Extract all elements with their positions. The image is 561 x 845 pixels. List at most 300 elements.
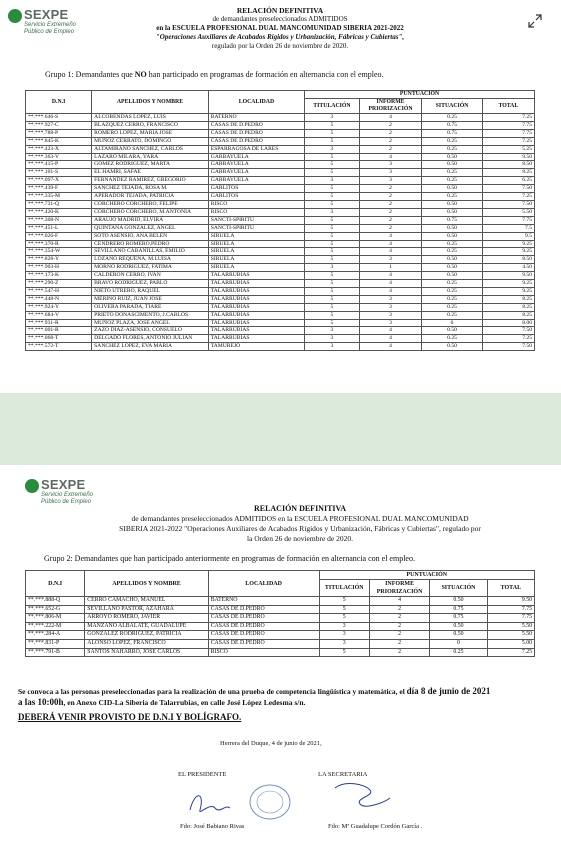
table-row bbox=[26, 145, 535, 153]
table-cell: SANCTI-SPIRITU bbox=[208, 216, 304, 224]
table-cell: 7.5 bbox=[482, 224, 534, 232]
page-divider bbox=[0, 393, 561, 465]
table-cell: 7.50 bbox=[482, 200, 534, 208]
table-cell: ALTAMIRANO SANCHEZ, CARLOS bbox=[92, 145, 209, 153]
table-cell: 9.25 bbox=[482, 280, 534, 288]
table-cell: TALARRUBIAS bbox=[208, 335, 304, 343]
table-cell: CENDRERO ROMERO,PEDRO bbox=[92, 240, 209, 248]
table-cell: MERINO RUIZ, JUAN JOSE bbox=[92, 295, 209, 303]
table-cell: 7.75 bbox=[482, 216, 534, 224]
table-cell: 0.75 bbox=[422, 216, 482, 224]
table-cell: CORCHERO CORCHERO, FELIPE bbox=[92, 200, 209, 208]
president-label: EL PRESIDENTE bbox=[178, 771, 227, 778]
expand-icon[interactable] bbox=[528, 14, 542, 28]
table-cell: 0.25 bbox=[422, 335, 482, 343]
table-cell: 2 bbox=[369, 648, 429, 657]
table-cell: GARBAYUELA bbox=[208, 153, 304, 161]
table-cell: **.***.791-B bbox=[26, 648, 85, 657]
table-cell: SANTOS NAHARRO, JOSE CARLOS bbox=[85, 648, 208, 657]
table-cell: 0.75 bbox=[430, 614, 488, 623]
table-cell: SIRUELA bbox=[208, 232, 304, 240]
table-cell: GARLITOS bbox=[208, 185, 304, 193]
table-cell: 9.50 bbox=[487, 597, 534, 606]
table-cell: 5 bbox=[305, 185, 360, 193]
table-cell: 0.50 bbox=[430, 597, 488, 606]
table-row bbox=[26, 169, 535, 177]
table-cell: 0.50 bbox=[422, 256, 482, 264]
table-cell: 0.50 bbox=[422, 200, 482, 208]
table-row bbox=[26, 232, 535, 240]
table-cell: **.***.903-H bbox=[26, 264, 92, 272]
table-cell: MUÑOZ CERRATO, DOMINGO bbox=[92, 137, 209, 145]
table-cell: 2 bbox=[359, 224, 422, 232]
table-cell: DELGADO FLORES, ANTONIO JULIAN bbox=[92, 335, 209, 343]
table-cell: 0 bbox=[422, 319, 482, 327]
table-cell: 9.25 bbox=[482, 287, 534, 295]
table-cell: 5 bbox=[305, 295, 360, 303]
table-cell: **.***.448-N bbox=[26, 295, 92, 303]
table-cell: GARBAYUELA bbox=[208, 169, 304, 177]
table-row bbox=[26, 161, 535, 169]
place-date: Herrera del Duque, 4 de junio de 2021, bbox=[220, 740, 322, 747]
table-cell: 5 bbox=[305, 129, 360, 137]
table-cell: 2 bbox=[369, 614, 429, 623]
table-cell: **.***.068-T bbox=[26, 335, 92, 343]
table-cell: 5 bbox=[305, 232, 360, 240]
group-1-table: D.N.I APELLIDOS Y NOMBRE LOCALIDAD PUNTUACIÓN TITULACIÓN INFORME PRIORIZACIÓN SITUACIÓN TOTAL **.***.646-S ALCOBENDAS LOPEZ, LUIS BATERNO 3 4 0.25 7.25 **.***.927-C BLAZQUEZ CERRO, FRANCISCO CASAS DE D.PEDRO 5 2 0.75 7.75 **.***.788-P ROMERO LOPEZ, MARIA JOSE CASAS DE D.PEDRO 5 2 0.75 7.75 **.***.845-K MUÑOZ CERRATO, DOMINGO CASAS DE D.PEDRO 5 2 0.25 7.25 **.***.423-X ALTAMIRANO SANCHEZ, CARLOS ESPARRAGOSA DE LARES 3 2 0.25 5.25 **.***.363-V LAZARO MILARA, YARA GARBAYUELA 5 4 0.50 9.50 **.***.415-P GOMEZ RODRIGUEZ, MARTA GARBAYUELA 5 3 0.50 8.50 **.***.101-S EL HAMRI, SAFAE GARBAYUELA 5 3 0.25 8.25 **.***.097-X FERNANDEZ RAMIREZ, GREGORIO GARBAYUELA 3 3 0.25 6.25 **.***.439-F SANCHEZ TEJADA, ROSA M. GARLITOS 5 2 0.50 7.50 **.***.335-M APERADOR TEJADA, PATRICIA GARLITOS 5 2 0.25 7.25 **.***.731-Q CORCHERO CORCHERO, FELIPE RISCO 5 2 0.50 7.50 **.***.420-K CORCHERO CORCHERO, M.ANTONIA RISCO 3 2 0.50 5.50 **.***.308-N ARAUJO MADRID, ELVIRA SANCTI-SPIRITU 5 2 0.75 7.75 **.***.451-L QUINTANA GONZALEZ, ANGEL SANCTI-SPIRITU 5 2 0.50 7.5 **.***.026-F SOTO ASENSIO, ANA BELEN SIRUELA 5 4 0.50 9.5 **.***.370-R CENDRERO ROMERO,PEDRO SIRUELA 5 4 0.25 9.25 **.***.354-W SEVILLANO CABANILLAS, EMILIO SIRUELA 5 4 0.25 9.25 **.***.828-Y LOZANO REQUENA, M.LUISA SIRUELA 5 3 0.50 8.50 **.***.903-H MORNO RODRIGUEZ, FATIMA SIRUELA 3 1 0.50 4.50 **.***.173-K CALDERON CERRO, IVAN TALARRUBIAS 5 4 0.50 9.50 **.***.290-Z BRAVO RODRIGUEZ, PABLO TALARRUBIAS 5 4 0.25 9.25 **.***.547-H NIETO UTRERO, RAQUEL TALARRUBIAS 5 4 0.25 9.25 **.***.448-N MERINO RUIZ, JUAN JOSE TALARRUBIAS 5 3 0.25 8.25 **.***.924-Y OLIVERA PARADA, TIARE TALARRUBIAS 5 3 0.25 8.25 **.***.684-V PRIETO DONASCIMENTO, J.CARLOS TALARRUBIAS 5 3 0.25 8.25 **.***.931-R MUÑOZ PLAZA, JOSE ANGEL TALARRUBIAS 5 3 0 8.00 **.***.001-R ZAZO DIAZ-ASENSIO, CONSUELO TALARRUBIAS 3 4 0.50 7.50 **.***.068-T DELGADO FLORES, ANTONIO JULIAN TALARRUBIAS 3 4 0.25 7.25 **.***.572-T SANCHEZ LOPEZ, EVA MARIA TAMUREJO 3 4 0.50 7.50 bbox=[25, 90, 535, 351]
table-cell: 3 bbox=[305, 343, 360, 351]
table-cell: 3 bbox=[305, 264, 360, 272]
table-cell: 4 bbox=[359, 153, 422, 161]
table-cell: 2 bbox=[369, 639, 429, 648]
sexpe-logo: SEXPE Servicio Extremeño Público de Empleo bbox=[8, 8, 76, 36]
table-cell: 5 bbox=[305, 216, 360, 224]
table-cell: ALCOBENDAS LOPEZ, LUIS bbox=[92, 114, 209, 122]
table-cell: **.***.806-M bbox=[26, 614, 85, 623]
table-cell: **.***.831-P bbox=[26, 639, 85, 648]
table-cell: 7.75 bbox=[487, 605, 534, 614]
table-cell: SIRUELA bbox=[208, 240, 304, 248]
table-cell: 4 bbox=[359, 248, 422, 256]
group-1-label: Grupo 1: Demandantes que NO han participado en programas de formación en alternancia con el empleo. bbox=[45, 70, 384, 79]
table-cell: 2 bbox=[359, 145, 422, 153]
table-row bbox=[26, 137, 535, 145]
table-cell: 0.50 bbox=[422, 272, 482, 280]
table-cell: 2 bbox=[359, 185, 422, 193]
table-cell: 3 bbox=[359, 319, 422, 327]
table-cell: MUÑOZ PLAZA, JOSE ANGEL bbox=[92, 319, 209, 327]
table-cell: **.***.363-V bbox=[26, 153, 92, 161]
table-cell: FERNANDEZ RAMIREZ, GREGORIO bbox=[92, 177, 209, 185]
table-cell: 0.50 bbox=[422, 264, 482, 272]
doc-title-2: RELACIÓN DEFINITIVA bbox=[253, 504, 347, 513]
table-cell: 9.50 bbox=[482, 272, 534, 280]
table-cell: SANCTI-SPIRITU bbox=[208, 224, 304, 232]
table-row bbox=[26, 631, 535, 640]
table-cell: **.***.370-R bbox=[26, 240, 92, 248]
table-cell: 5 bbox=[305, 137, 360, 145]
table-cell: 7.50 bbox=[482, 343, 534, 351]
table-cell: 5 bbox=[305, 200, 360, 208]
table-cell: 0.50 bbox=[422, 224, 482, 232]
table-cell: 4 bbox=[359, 272, 422, 280]
table-row bbox=[26, 287, 535, 295]
secretary-label: LA SECRETARIA bbox=[318, 771, 368, 778]
table-cell: 9.25 bbox=[482, 240, 534, 248]
table-cell: **.***.788-P bbox=[26, 129, 92, 137]
table-row bbox=[26, 114, 535, 122]
table-cell: 0.25 bbox=[422, 169, 482, 177]
table-cell: 2 bbox=[359, 208, 422, 216]
group-2-label: Grupo 2: Demandantes que han participado anteriormente en programas de formación en alternancia con el empleo. bbox=[44, 554, 415, 563]
table-cell: 5 bbox=[319, 614, 369, 623]
table-cell: BATERNO bbox=[208, 597, 319, 606]
table-cell: 0.25 bbox=[422, 137, 482, 145]
table-row bbox=[26, 129, 535, 137]
table-cell: 7.25 bbox=[482, 114, 534, 122]
table-cell: 3 bbox=[319, 622, 369, 631]
table-cell: 0.25 bbox=[422, 248, 482, 256]
convocation-text: Se convoca a las personas preseleccionadas para la realización de una prueba de competencia lingüística y matemática, el día 8 de junio de 2021 a las 10:00h, en Anexo CID-La Siberia de Talarrubias, en calle José López Ledesma s/n. bbox=[18, 686, 491, 707]
table-row bbox=[26, 303, 535, 311]
table-row bbox=[26, 153, 535, 161]
table-cell: 0.25 bbox=[422, 287, 482, 295]
table-cell: 0.25 bbox=[422, 177, 482, 185]
table-row bbox=[26, 200, 535, 208]
table-cell: CALDERON CERRO, IVAN bbox=[92, 272, 209, 280]
table-row bbox=[26, 295, 535, 303]
table-cell: **.***.927-C bbox=[26, 121, 92, 129]
table-cell: 3 bbox=[359, 295, 422, 303]
table-cell: 0.50 bbox=[422, 327, 482, 335]
table-cell: 0.50 bbox=[422, 232, 482, 240]
table-cell: MORNO RODRIGUEZ, FATIMA bbox=[92, 264, 209, 272]
table-cell: 5.00 bbox=[487, 639, 534, 648]
table-cell: 3 bbox=[305, 114, 360, 122]
sexpe-mark-icon bbox=[25, 479, 39, 493]
table-row bbox=[26, 605, 535, 614]
table-cell: **.***.420-K bbox=[26, 208, 92, 216]
table-cell: SANCHEZ LOPEZ, EVA MARIA bbox=[92, 343, 209, 351]
table-cell: 0.50 bbox=[430, 631, 488, 640]
table-cell: 8.00 bbox=[482, 319, 534, 327]
table-cell: 3 bbox=[305, 177, 360, 185]
table-cell: 3 bbox=[359, 256, 422, 264]
table-cell: 9.5 bbox=[482, 232, 534, 240]
table-cell: ROMERO LOPEZ, MARIA JOSE bbox=[92, 129, 209, 137]
table-cell: 5 bbox=[319, 605, 369, 614]
table-cell: ESPARRAGOSA DE LARES bbox=[208, 145, 304, 153]
table-cell: 3 bbox=[359, 169, 422, 177]
table-cell: **.***.451-L bbox=[26, 224, 92, 232]
table-cell: ARAUJO MADRID, ELVIRA bbox=[92, 216, 209, 224]
table-cell: 0.25 bbox=[422, 145, 482, 153]
table-cell: 3 bbox=[359, 311, 422, 319]
table-cell: **.***.097-X bbox=[26, 177, 92, 185]
table-cell: 4 bbox=[359, 335, 422, 343]
table-row bbox=[26, 264, 535, 272]
table-cell: 5 bbox=[305, 193, 360, 201]
table-cell: TALARRUBIAS bbox=[208, 311, 304, 319]
table-cell: 5 bbox=[305, 224, 360, 232]
table-cell: CASAS DE D.PEDRO bbox=[208, 639, 319, 648]
table-cell: 5 bbox=[305, 121, 360, 129]
table-cell: LOZANO REQUENA, M.LUISA bbox=[92, 256, 209, 264]
table-row bbox=[26, 121, 535, 129]
table-cell: 3 bbox=[305, 208, 360, 216]
table-cell: 0.25 bbox=[422, 295, 482, 303]
table-cell: 0.50 bbox=[422, 208, 482, 216]
table-cell: 2 bbox=[359, 121, 422, 129]
table-cell: 3 bbox=[305, 145, 360, 153]
table-cell: 4 bbox=[359, 280, 422, 288]
table-cell: CASAS DE D.PEDRO bbox=[208, 121, 304, 129]
table-cell: **.***.222-M bbox=[26, 622, 85, 631]
table-row bbox=[26, 216, 535, 224]
table-cell: GONZALEZ RODRIGUEZ, PATRICIA bbox=[85, 631, 208, 640]
table-cell: 2 bbox=[369, 631, 429, 640]
table-cell: **.***.415-P bbox=[26, 161, 92, 169]
table-row bbox=[26, 272, 535, 280]
table-cell: GARLITOS bbox=[208, 193, 304, 201]
table-cell: 2 bbox=[359, 216, 422, 224]
table-cell: SIRUELA bbox=[208, 264, 304, 272]
table-cell: **.***.335-M bbox=[26, 193, 92, 201]
table-row bbox=[26, 208, 535, 216]
table-cell: RISCO bbox=[208, 200, 304, 208]
table-cell: CASAS DE D.PEDRO bbox=[208, 614, 319, 623]
table-cell: 2 bbox=[359, 193, 422, 201]
table-row bbox=[26, 343, 535, 351]
table-cell: **.***.354-W bbox=[26, 248, 92, 256]
table-cell: **.***.646-S bbox=[26, 114, 92, 122]
table-row bbox=[26, 256, 535, 264]
table-cell: 7.25 bbox=[487, 648, 534, 657]
table-row bbox=[26, 177, 535, 185]
table-row bbox=[26, 248, 535, 256]
president-signature bbox=[190, 796, 230, 812]
table-cell: 0.25 bbox=[422, 114, 482, 122]
table-cell: 8.25 bbox=[482, 311, 534, 319]
table-cell: 7.25 bbox=[482, 193, 534, 201]
table-cell: 4 bbox=[359, 287, 422, 295]
group-2-table: D.N.I APELLIDOS Y NOMBRE LOCALIDAD PUNTUACIÓN TITULACIÓN INFORME PRIORIZACIÓN SITUACIÓN TOTAL **.***.888-Q CERRO CAMACHO, MANUEL BATERNO 5 4 0.50 9.50 **.***.652-G SEVILLANO PASTOR, AZAHARA CASAS DE D.PEDRO 5 2 0.75 7.75 **.***.806-M ARROYO ROMERO, JAVIER CASAS DE D.PEDRO 5 2 0.75 7.75 **.***.222-M MANZANO ALBALATE, GUADALUPE CASAS DE D.PEDRO 3 2 0.50 5.50 **.***.284-A GONZALEZ RODRIGUEZ, PATRICIA CASAS DE D.PEDRO 3 2 0.50 5.50 **.***.831-P ALONSO LOPEZ, FRANCISCO CASAS DE D.PEDRO 3 2 0 5.00 **.***.791-B SANTOS NAHARRO, JOSE CARLOS RISCO 5 2 0.25 7.25 bbox=[25, 570, 535, 657]
table-cell: GOMEZ RODRIGUEZ, MARTA bbox=[92, 161, 209, 169]
table-cell: **.***.731-Q bbox=[26, 200, 92, 208]
signatures-and-stamp bbox=[170, 780, 410, 825]
table-cell: 5 bbox=[305, 161, 360, 169]
table-cell: 4.50 bbox=[482, 264, 534, 272]
table-cell: SEVILLANO CABANILLAS, EMILIO bbox=[92, 248, 209, 256]
table-cell: **.***.284-A bbox=[26, 631, 85, 640]
table-cell: 4 bbox=[359, 343, 422, 351]
secretary-signature bbox=[335, 784, 390, 807]
table-cell: APERADOR TEJADA, PATRICIA bbox=[92, 193, 209, 201]
table-cell: 0.75 bbox=[422, 121, 482, 129]
table-cell: 5 bbox=[305, 319, 360, 327]
table-cell: EL HAMRI, SAFAE bbox=[92, 169, 209, 177]
table-cell: TALARRUBIAS bbox=[208, 280, 304, 288]
table-cell: ARROYO ROMERO, JAVIER bbox=[85, 614, 208, 623]
table-cell: ZAZO DIAZ-ASENSIO, CONSUELO bbox=[92, 327, 209, 335]
table-cell: 7.50 bbox=[482, 185, 534, 193]
table-cell: 8.50 bbox=[482, 256, 534, 264]
table-row bbox=[26, 597, 535, 606]
table-cell: SOTO ASENSIO, ANA BELEN bbox=[92, 232, 209, 240]
table-row bbox=[26, 327, 535, 335]
table-cell: 5.50 bbox=[487, 631, 534, 640]
table-cell: 3 bbox=[305, 327, 360, 335]
table-cell: 0.25 bbox=[422, 303, 482, 311]
table-cell: **.***.001-R bbox=[26, 327, 92, 335]
table-cell: 0.25 bbox=[430, 648, 488, 657]
table-cell: 0.50 bbox=[422, 185, 482, 193]
table-row bbox=[26, 185, 535, 193]
table-cell: 7.75 bbox=[487, 614, 534, 623]
table-cell: 0.50 bbox=[430, 622, 488, 631]
table-cell: **.***.652-G bbox=[26, 605, 85, 614]
table-cell: 0.25 bbox=[422, 311, 482, 319]
table-cell: 4 bbox=[359, 240, 422, 248]
table-cell: 5.25 bbox=[482, 145, 534, 153]
table-cell: 7.75 bbox=[482, 129, 534, 137]
table-cell: **.***.173-K bbox=[26, 272, 92, 280]
table-cell: TALARRUBIAS bbox=[208, 319, 304, 327]
table-cell: 5 bbox=[305, 280, 360, 288]
table-cell: 5 bbox=[305, 272, 360, 280]
table-cell: 7.75 bbox=[482, 121, 534, 129]
table-cell: BRAVO RODRIGUEZ, PABLO bbox=[92, 280, 209, 288]
table-cell: OLIVERA PARADA, TIARE bbox=[92, 303, 209, 311]
table-row bbox=[26, 311, 535, 319]
table-cell: 4 bbox=[359, 327, 422, 335]
table-cell: 2 bbox=[369, 605, 429, 614]
table-cell: NIETO UTRERO, RAQUEL bbox=[92, 287, 209, 295]
table-cell: TALARRUBIAS bbox=[208, 327, 304, 335]
table-cell: **.***.845-K bbox=[26, 137, 92, 145]
table-cell: CASAS DE D.PEDRO bbox=[208, 129, 304, 137]
table-cell: 4 bbox=[359, 114, 422, 122]
table-cell: 8.25 bbox=[482, 169, 534, 177]
table-cell: **.***.547-H bbox=[26, 287, 92, 295]
table-cell: 4 bbox=[369, 597, 429, 606]
table-row bbox=[26, 280, 535, 288]
table-cell: 2 bbox=[369, 622, 429, 631]
table-row bbox=[26, 335, 535, 343]
table-cell: 8.25 bbox=[482, 303, 534, 311]
table-cell: 3 bbox=[319, 631, 369, 640]
table-row bbox=[26, 639, 535, 648]
sexpe-logo: SEXPE Servicio Extremeño Público de Empleo bbox=[25, 478, 93, 506]
table-cell: 4 bbox=[359, 232, 422, 240]
table-cell: 5 bbox=[305, 311, 360, 319]
table-cell: CASAS DE D.PEDRO bbox=[208, 622, 319, 631]
table-cell: **.***.026-F bbox=[26, 232, 92, 240]
table-cell: 0.25 bbox=[422, 280, 482, 288]
table-cell: TALARRUBIAS bbox=[208, 295, 304, 303]
table-cell: **.***.290-Z bbox=[26, 280, 92, 288]
table-cell: 7.25 bbox=[482, 137, 534, 145]
document-page-1 bbox=[0, 0, 561, 390]
table-cell: GARBAYUELA bbox=[208, 161, 304, 169]
table-cell: 7.25 bbox=[482, 335, 534, 343]
table-cell: 5 bbox=[305, 240, 360, 248]
table-cell: LAZARO MILARA, YARA bbox=[92, 153, 209, 161]
table-cell: CORCHERO CORCHERO, M.ANTONIA bbox=[92, 208, 209, 216]
notice-text: DEBERÁ VENIR PROVISTO DE D.N.I Y BOLÍGRAFO. bbox=[18, 712, 242, 722]
table-row bbox=[26, 240, 535, 248]
table-cell: 0.50 bbox=[422, 161, 482, 169]
table-cell: CASAS DE D.PEDRO bbox=[208, 631, 319, 640]
table-cell: 0.50 bbox=[422, 153, 482, 161]
table-cell: 3 bbox=[305, 335, 360, 343]
table-cell: QUINTANA GONZALEZ, ANGEL bbox=[92, 224, 209, 232]
table-cell: **.***.423-X bbox=[26, 145, 92, 153]
table-cell: 5 bbox=[305, 248, 360, 256]
table-cell: **.***.924-Y bbox=[26, 303, 92, 311]
table-cell: 0.75 bbox=[430, 605, 488, 614]
table-cell: RISCO bbox=[208, 648, 319, 657]
table-cell: CASAS DE D.PEDRO bbox=[208, 137, 304, 145]
table-cell: SIRUELA bbox=[208, 248, 304, 256]
official-stamp bbox=[250, 785, 290, 819]
table-cell: 5.50 bbox=[482, 208, 534, 216]
table-cell: CERRO CAMACHO, MANUEL bbox=[85, 597, 208, 606]
table-cell: **.***.439-F bbox=[26, 185, 92, 193]
table-cell: BLAZQUEZ CERRO, FRANCISCO bbox=[92, 121, 209, 129]
table-cell: **.***.888-Q bbox=[26, 597, 85, 606]
table-cell: 8.25 bbox=[482, 295, 534, 303]
table-cell: CASAS DE D.PEDRO bbox=[208, 605, 319, 614]
table-row bbox=[26, 319, 535, 327]
table-cell: 3 bbox=[359, 161, 422, 169]
table-cell: TAMUREJO bbox=[208, 343, 304, 351]
table-cell: 5 bbox=[305, 303, 360, 311]
table-cell: RISCO bbox=[208, 208, 304, 216]
table-cell: 5 bbox=[305, 169, 360, 177]
table-cell: 3 bbox=[359, 303, 422, 311]
table-cell: BATERNO bbox=[208, 114, 304, 122]
table-cell: 5 bbox=[319, 648, 369, 657]
table-cell: MANZANO ALBALATE, GUADALUPE bbox=[85, 622, 208, 631]
table-cell: 8.50 bbox=[482, 161, 534, 169]
table-cell: SANCHEZ TEJADA, ROSA M. bbox=[92, 185, 209, 193]
table-cell: 0.25 bbox=[422, 240, 482, 248]
table-cell: 0 bbox=[430, 639, 488, 648]
table-cell: **.***.684-V bbox=[26, 311, 92, 319]
header-block-2: RELACIÓN DEFINITIVA de demandantes preseleccionados ADMITIDOS en la ESCUELA PROFESIONAL DUAL MANCOMUNIDAD SIBERIA 2021-2022 "Operaciones Auxiliares de Acabados Rígidos y Urbanización, Fábricas y Cubiertas", regulado por la Orden 26 de noviembre de 2020. bbox=[60, 504, 540, 544]
president-name: Fdo: José Babiano Rivas bbox=[180, 823, 245, 830]
table-cell: PRIETO DONASCIMENTO, J.CARLOS bbox=[92, 311, 209, 319]
table-cell: 7.50 bbox=[482, 327, 534, 335]
sexpe-mark-icon bbox=[8, 9, 22, 23]
table-cell: TALARRUBIAS bbox=[208, 272, 304, 280]
table-row bbox=[26, 614, 535, 623]
table-cell: 5 bbox=[305, 256, 360, 264]
table-cell: 0.75 bbox=[422, 129, 482, 137]
table-cell: 5 bbox=[319, 597, 369, 606]
table-cell: **.***.572-T bbox=[26, 343, 92, 351]
table-cell: **.***.308-N bbox=[26, 216, 92, 224]
table-cell: 3 bbox=[359, 177, 422, 185]
table-cell: **.***.101-S bbox=[26, 169, 92, 177]
header-block: RELACIÓN DEFINITIVA de demandantes preseleccionados ADMITIDOS en la ESCUELA PROFESIONAL DUAL MANCOMUNIDAD SIBERIA 2021-2022 "Operaciones Auxiliares de Acabados Rígidos y Urbanización, Fábricas y Cubiertas", regulado por la Orden 26 de noviembre de 2020. bbox=[100, 6, 460, 51]
table-cell: 5.50 bbox=[487, 622, 534, 631]
table-row bbox=[26, 648, 535, 657]
table-cell: 6.25 bbox=[482, 177, 534, 185]
table-cell: GARBAYUELA bbox=[208, 177, 304, 185]
table-cell: 2 bbox=[359, 137, 422, 145]
